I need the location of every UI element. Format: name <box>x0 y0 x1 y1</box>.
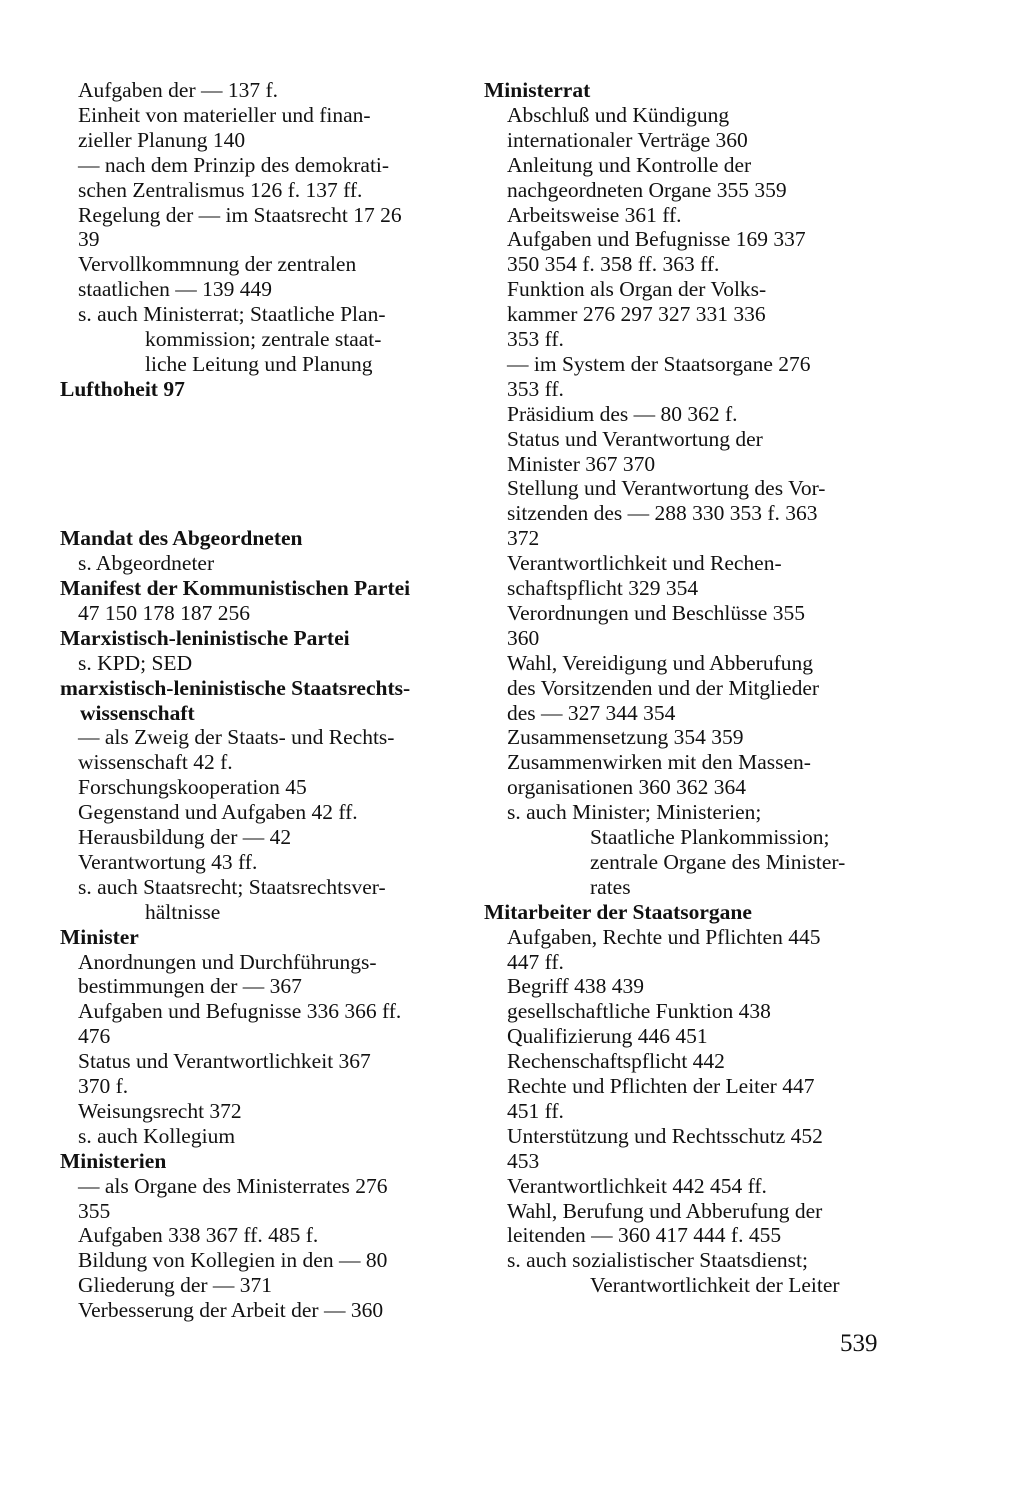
index-subentry: schaftspflicht 329 354 <box>507 576 699 600</box>
index-subentry: Aufgaben 338 367 ff. 485 f. <box>78 1223 319 1248</box>
index-subentry: 360 <box>507 625 540 650</box>
index-subentry: 47 150 178 187 256 <box>78 600 250 625</box>
index-subentry: sitzenden des — 288 330 353 f. 363 <box>507 501 818 526</box>
index-cross-reference: zentrale Organe des Minister- <box>590 849 846 874</box>
index-heading: Marxistisch-leninistische Partei <box>60 625 350 650</box>
index-subentry: Verantwortlichkeit 442 454 ff. <box>507 1173 767 1198</box>
index-subentry: Verantwortung 43 ff. <box>78 849 258 874</box>
index-subentry: 353 ff. <box>507 376 564 401</box>
index-subentry: Weisungsrecht 372 <box>78 1098 242 1123</box>
index-subentry: s. Abgeordneter <box>78 551 215 576</box>
index-subentry: — nach dem Prinzip des demokrati- <box>78 152 390 177</box>
index-subentry: schen Zentralismus 126 f. 137 ff. <box>78 177 363 202</box>
index-subentry: organisationen 360 362 364 <box>507 775 747 800</box>
index-subentry: Regelung der — im Staatsrecht 17 26 <box>78 202 402 227</box>
index-subentry: Arbeitsweise 361 ff. <box>507 202 682 227</box>
index-subentry: Funktion als Organ der Volks- <box>507 277 767 302</box>
index-subentry: 451 ff. <box>507 1098 564 1123</box>
index-heading: marxistisch-leninistische Staatsrechts- <box>60 675 411 700</box>
index-subentry: Anleitung und Kontrolle der <box>507 152 752 177</box>
index-heading: Ministerrat <box>484 78 591 102</box>
index-subentry: Status und Verantwortung der <box>507 426 763 451</box>
index-subentry: Qualifizierung 446 451 <box>507 1024 708 1049</box>
index-subentry: s. auch Staatsrecht; Staatsrechtsver- <box>78 874 386 899</box>
index-cross-reference: Staatliche Plankommission; <box>590 825 830 849</box>
index-subentry: Aufgaben und Befugnisse 169 337 <box>507 227 806 252</box>
index-subentry: 353 ff. <box>507 327 564 351</box>
index-subentry: 447 ff. <box>507 949 564 974</box>
index-subentry: s. auch sozialistischer Staatsdienst; <box>507 1248 808 1273</box>
index-subentry: Gliederung der — 371 <box>78 1273 273 1298</box>
index-cross-reference: Verantwortlichkeit der Leiter <box>590 1273 840 1298</box>
index-cross-reference: rates <box>590 874 631 899</box>
index-subentry: zieller Planung 140 <box>78 127 246 152</box>
index-subentry: kammer 276 297 327 331 336 <box>507 302 766 327</box>
index-cross-reference: hältnisse <box>145 899 221 924</box>
index-subentry: des Vorsitzenden und der Mitglieder <box>507 675 820 700</box>
index-subentry: Vervollkommnung der zentralen <box>78 252 357 277</box>
index-subentry: internationaler Verträge 360 <box>507 127 748 152</box>
index-subentry: Rechte und Pflichten der Leiter 447 <box>507 1074 815 1098</box>
index-subentry: Wahl, Berufung und Abberufung der <box>507 1198 823 1223</box>
index-subentry: s. auch Minister; Ministerien; <box>507 800 762 825</box>
index-subentry: Forschungskooperation 45 <box>78 775 307 800</box>
index-subentry: Einheit von materieller und finan- <box>78 102 371 127</box>
index-subentry: 355 <box>78 1198 111 1223</box>
index-subentry: s. auch Ministerrat; Staatliche Plan- <box>78 302 386 327</box>
index-subentry: des — 327 344 354 <box>507 700 676 725</box>
index-subentry: Begriff 438 439 <box>507 974 644 999</box>
index-subentry: s. KPD; SED <box>78 650 193 675</box>
index-subentry: Präsidium des — 80 362 f. <box>507 401 738 426</box>
index-subentry: Verbesserung der Arbeit der — 360 <box>78 1298 384 1323</box>
index-subentry: staatlichen — 139 449 <box>78 277 273 302</box>
index-subentry: 453 <box>507 1148 540 1173</box>
index-subentry: Herausbildung der — 42 <box>78 825 292 849</box>
index-subentry: Aufgaben, Rechte und Pflichten 445 <box>507 924 821 949</box>
index-subentry: — als Zweig der Staats- und Rechts- <box>78 725 395 750</box>
index-subentry: Zusammenwirken mit den Massen- <box>507 750 811 775</box>
index-subentry: Anordnungen und Durchführungs- <box>78 949 377 974</box>
index-subentry: leitenden — 360 417 444 f. 455 <box>507 1223 782 1248</box>
page-number: 539 <box>840 1330 878 1357</box>
index-subentry: Unterstützung und Rechtsschutz 452 <box>507 1123 823 1148</box>
index-subentry: 350 354 f. 358 ff. 363 ff. <box>507 252 720 277</box>
index-subentry: Gegenstand und Aufgaben 42 ff. <box>78 800 358 825</box>
index-subentry: Zusammensetzung 354 359 <box>507 725 744 750</box>
index-subentry: Abschluß und Kündigung <box>507 102 730 127</box>
index-cross-reference: kommission; zentrale staat- <box>145 327 382 351</box>
index-subentry: Minister 367 370 <box>507 451 656 476</box>
index-subentry: Verordnungen und Beschlüsse 355 <box>507 600 805 625</box>
index-subentry: Bildung von Kollegien in den — 80 <box>78 1248 388 1273</box>
index-heading: Mitarbeiter der Staatsorgane <box>484 899 752 924</box>
index-subentry: nachgeordneten Organe 355 359 <box>507 177 787 202</box>
index-heading: Mandat des Abgeordneten <box>60 526 303 551</box>
index-subentry: — als Organe des Ministerrates 276 <box>78 1173 388 1198</box>
index-subentry: Status und Verantwortlichkeit 367 <box>78 1049 371 1074</box>
index-subentry: Verantwortlichkeit und Rechen- <box>507 551 782 576</box>
index-subentry: 39 <box>78 227 100 252</box>
index-subentry: Aufgaben und Befugnisse 336 366 ff. <box>78 999 402 1024</box>
index-heading: Minister <box>60 924 139 949</box>
index-subentry: Wahl, Vereidigung und Abberufung <box>507 650 813 675</box>
index-subentry: s. auch Kollegium <box>78 1123 236 1148</box>
index-subentry: 370 f. <box>78 1074 129 1098</box>
index-subentry: Aufgaben der — 137 f. <box>78 78 279 102</box>
index-subentry: bestimmungen der — 367 <box>78 974 302 999</box>
index-heading: Manifest der Kommunistischen Partei <box>60 576 411 600</box>
index-subentry: Stellung und Verantwortung des Vor- <box>507 476 826 501</box>
index-cross-reference: liche Leitung und Planung <box>145 351 373 376</box>
index-heading: Ministerien <box>60 1148 167 1173</box>
index-subentry: — im System der Staatsorgane 276 <box>507 351 811 376</box>
index-heading: Lufthoheit 97 <box>60 376 185 401</box>
index-subentry: wissenschaft 42 f. <box>78 750 233 775</box>
index-subentry: 476 <box>78 1024 111 1049</box>
index-subentry: 372 <box>507 526 540 551</box>
index-subentry: Rechenschaftspflicht 442 <box>507 1049 725 1074</box>
index-subentry: gesellschaftliche Funktion 438 <box>507 999 771 1024</box>
index-heading: wissenschaft <box>80 700 195 725</box>
